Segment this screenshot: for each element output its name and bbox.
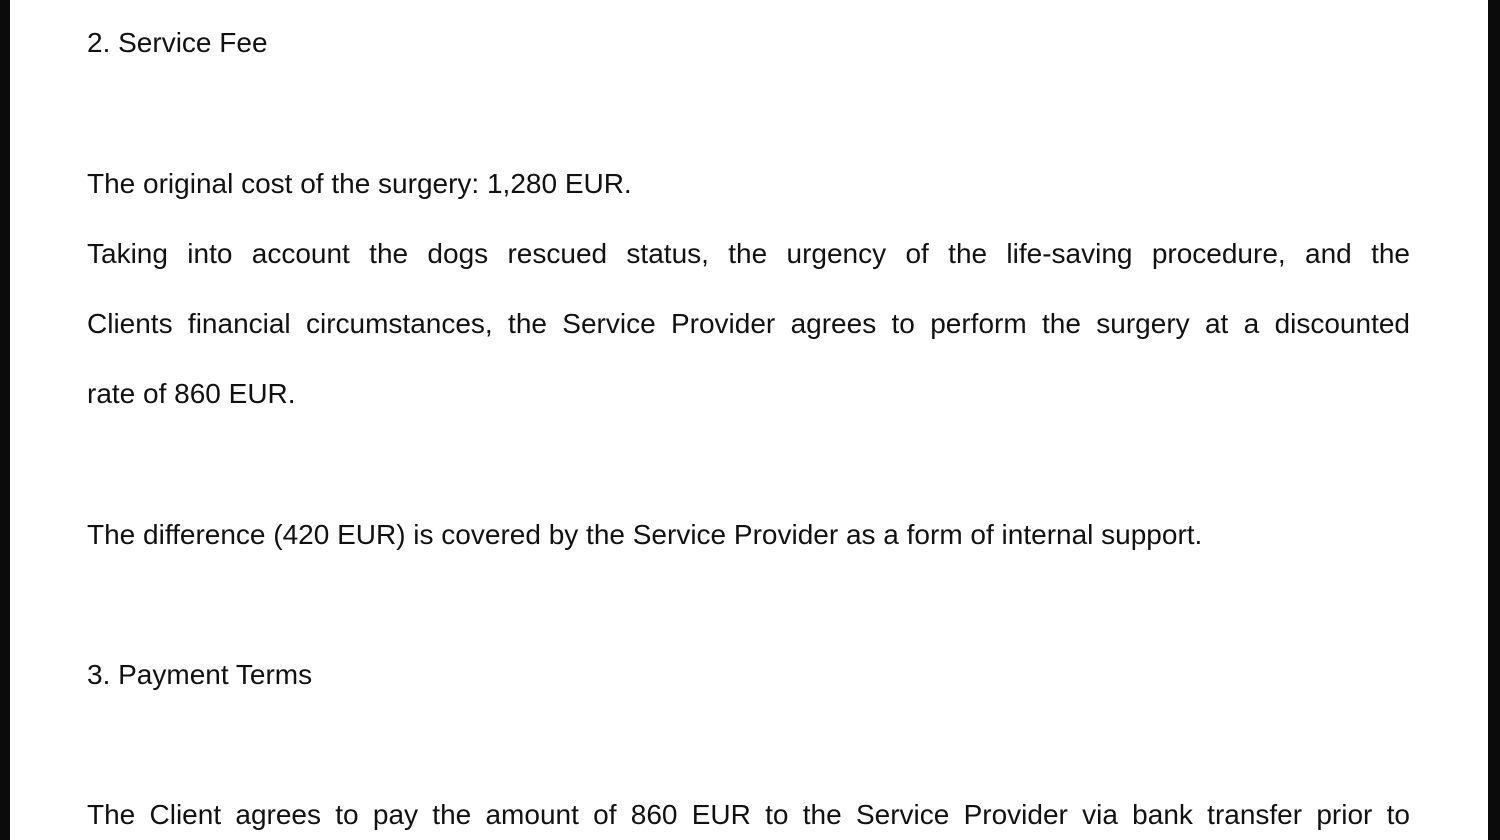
discount-paragraph-line: Clients financial circumstances, the Service Provider agrees to perform the surgery at a discounted	[87, 308, 1410, 339]
discount-paragraph-line: rate of 860 EUR.	[87, 378, 296, 409]
document-page	[10, 0, 1488, 840]
original-cost-paragraph: The original cost of the surgery: 1,280 EUR.	[87, 168, 632, 199]
section-heading-service-fee: 2. Service Fee	[87, 27, 268, 58]
section-heading-payment-terms: 3. Payment Terms	[87, 659, 313, 690]
payment-terms-paragraph-line: The Client agrees to pay the amount of 860 EUR to the Service Provider via bank transfer prior to	[87, 799, 1410, 830]
difference-paragraph: The difference (420 EUR) is covered by the Service Provider as a form of internal support.	[87, 519, 1203, 550]
discount-paragraph-line: Taking into account the dogs rescued status, the urgency of the life-saving procedure, and the	[87, 238, 1410, 269]
